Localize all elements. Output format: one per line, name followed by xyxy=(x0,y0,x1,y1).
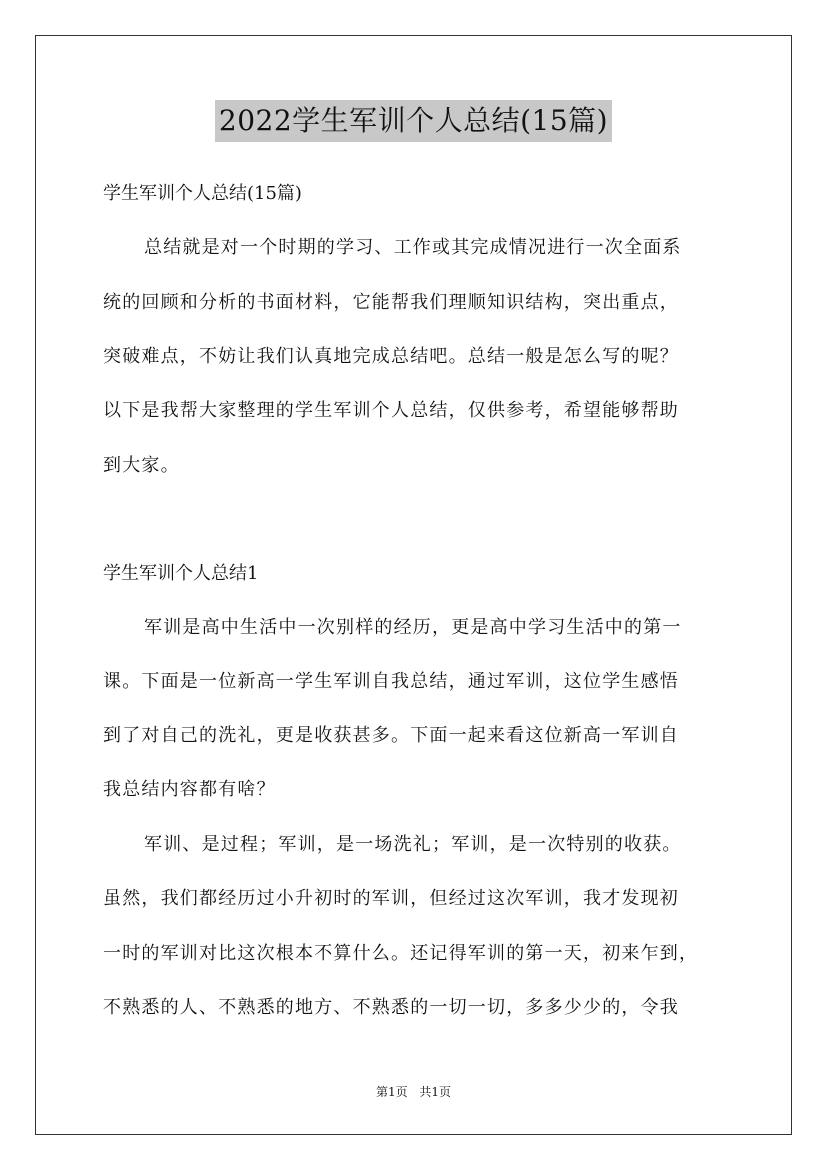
page-footer xyxy=(0,1084,827,1100)
section-heading: 学生军训个人总结1 xyxy=(103,563,259,584)
document-title: 2022学生军训个人总结(15篇) xyxy=(215,100,612,142)
paragraph-line: 课。下面是一位新高一学生军训自我总结，通过军训，这位学生感悟 xyxy=(103,671,679,692)
intro-line: 到大家。 xyxy=(103,455,180,476)
page-number: 第1页 xyxy=(375,1085,408,1099)
paragraph-line: 军训是高中生活中一次别样的经历，更是高中学习生活中的第一 xyxy=(144,617,682,638)
intro-line: 统的回顾和分析的书面材料，它能帮我们理顺知识结构，突出重点， xyxy=(103,292,679,313)
intro-line: 总结就是对一个时期的学习、工作或其完成情况进行一次全面系 xyxy=(144,237,682,258)
paragraph-line: 不熟悉的人、不熟悉的地方、不熟悉的一切一切，多多少少的，令我 xyxy=(103,997,679,1018)
paragraph-line: 一时的军训对比这次根本不算什么。还记得军训的第一天，初来乍到， xyxy=(103,943,699,964)
intro-line: 以下是我帮大家整理的学生军训个人总结，仅供参考，希望能够帮助 xyxy=(103,400,679,421)
document-subtitle: 学生军训个人总结(15篇) xyxy=(103,183,302,204)
title-container xyxy=(0,100,827,142)
paragraph-line: 虽然，我们都经历过小升初时的军训，但经过这次军训，我才发现初 xyxy=(103,888,679,909)
paragraph-line: 到了对自己的洗礼，更是收获甚多。下面一起来看这位新高一军训自 xyxy=(103,725,679,746)
paragraph-line: 军训、是过程；军训，是一场洗礼；军训，是一次特别的收获。 xyxy=(144,834,682,855)
intro-line: 突破难点，不妨让我们认真地完成总结吧。总结一般是怎么写的呢？ xyxy=(103,346,679,367)
paragraph-line: 我总结内容都有啥？ xyxy=(103,779,276,800)
page-total: 共1页 xyxy=(419,1085,452,1099)
